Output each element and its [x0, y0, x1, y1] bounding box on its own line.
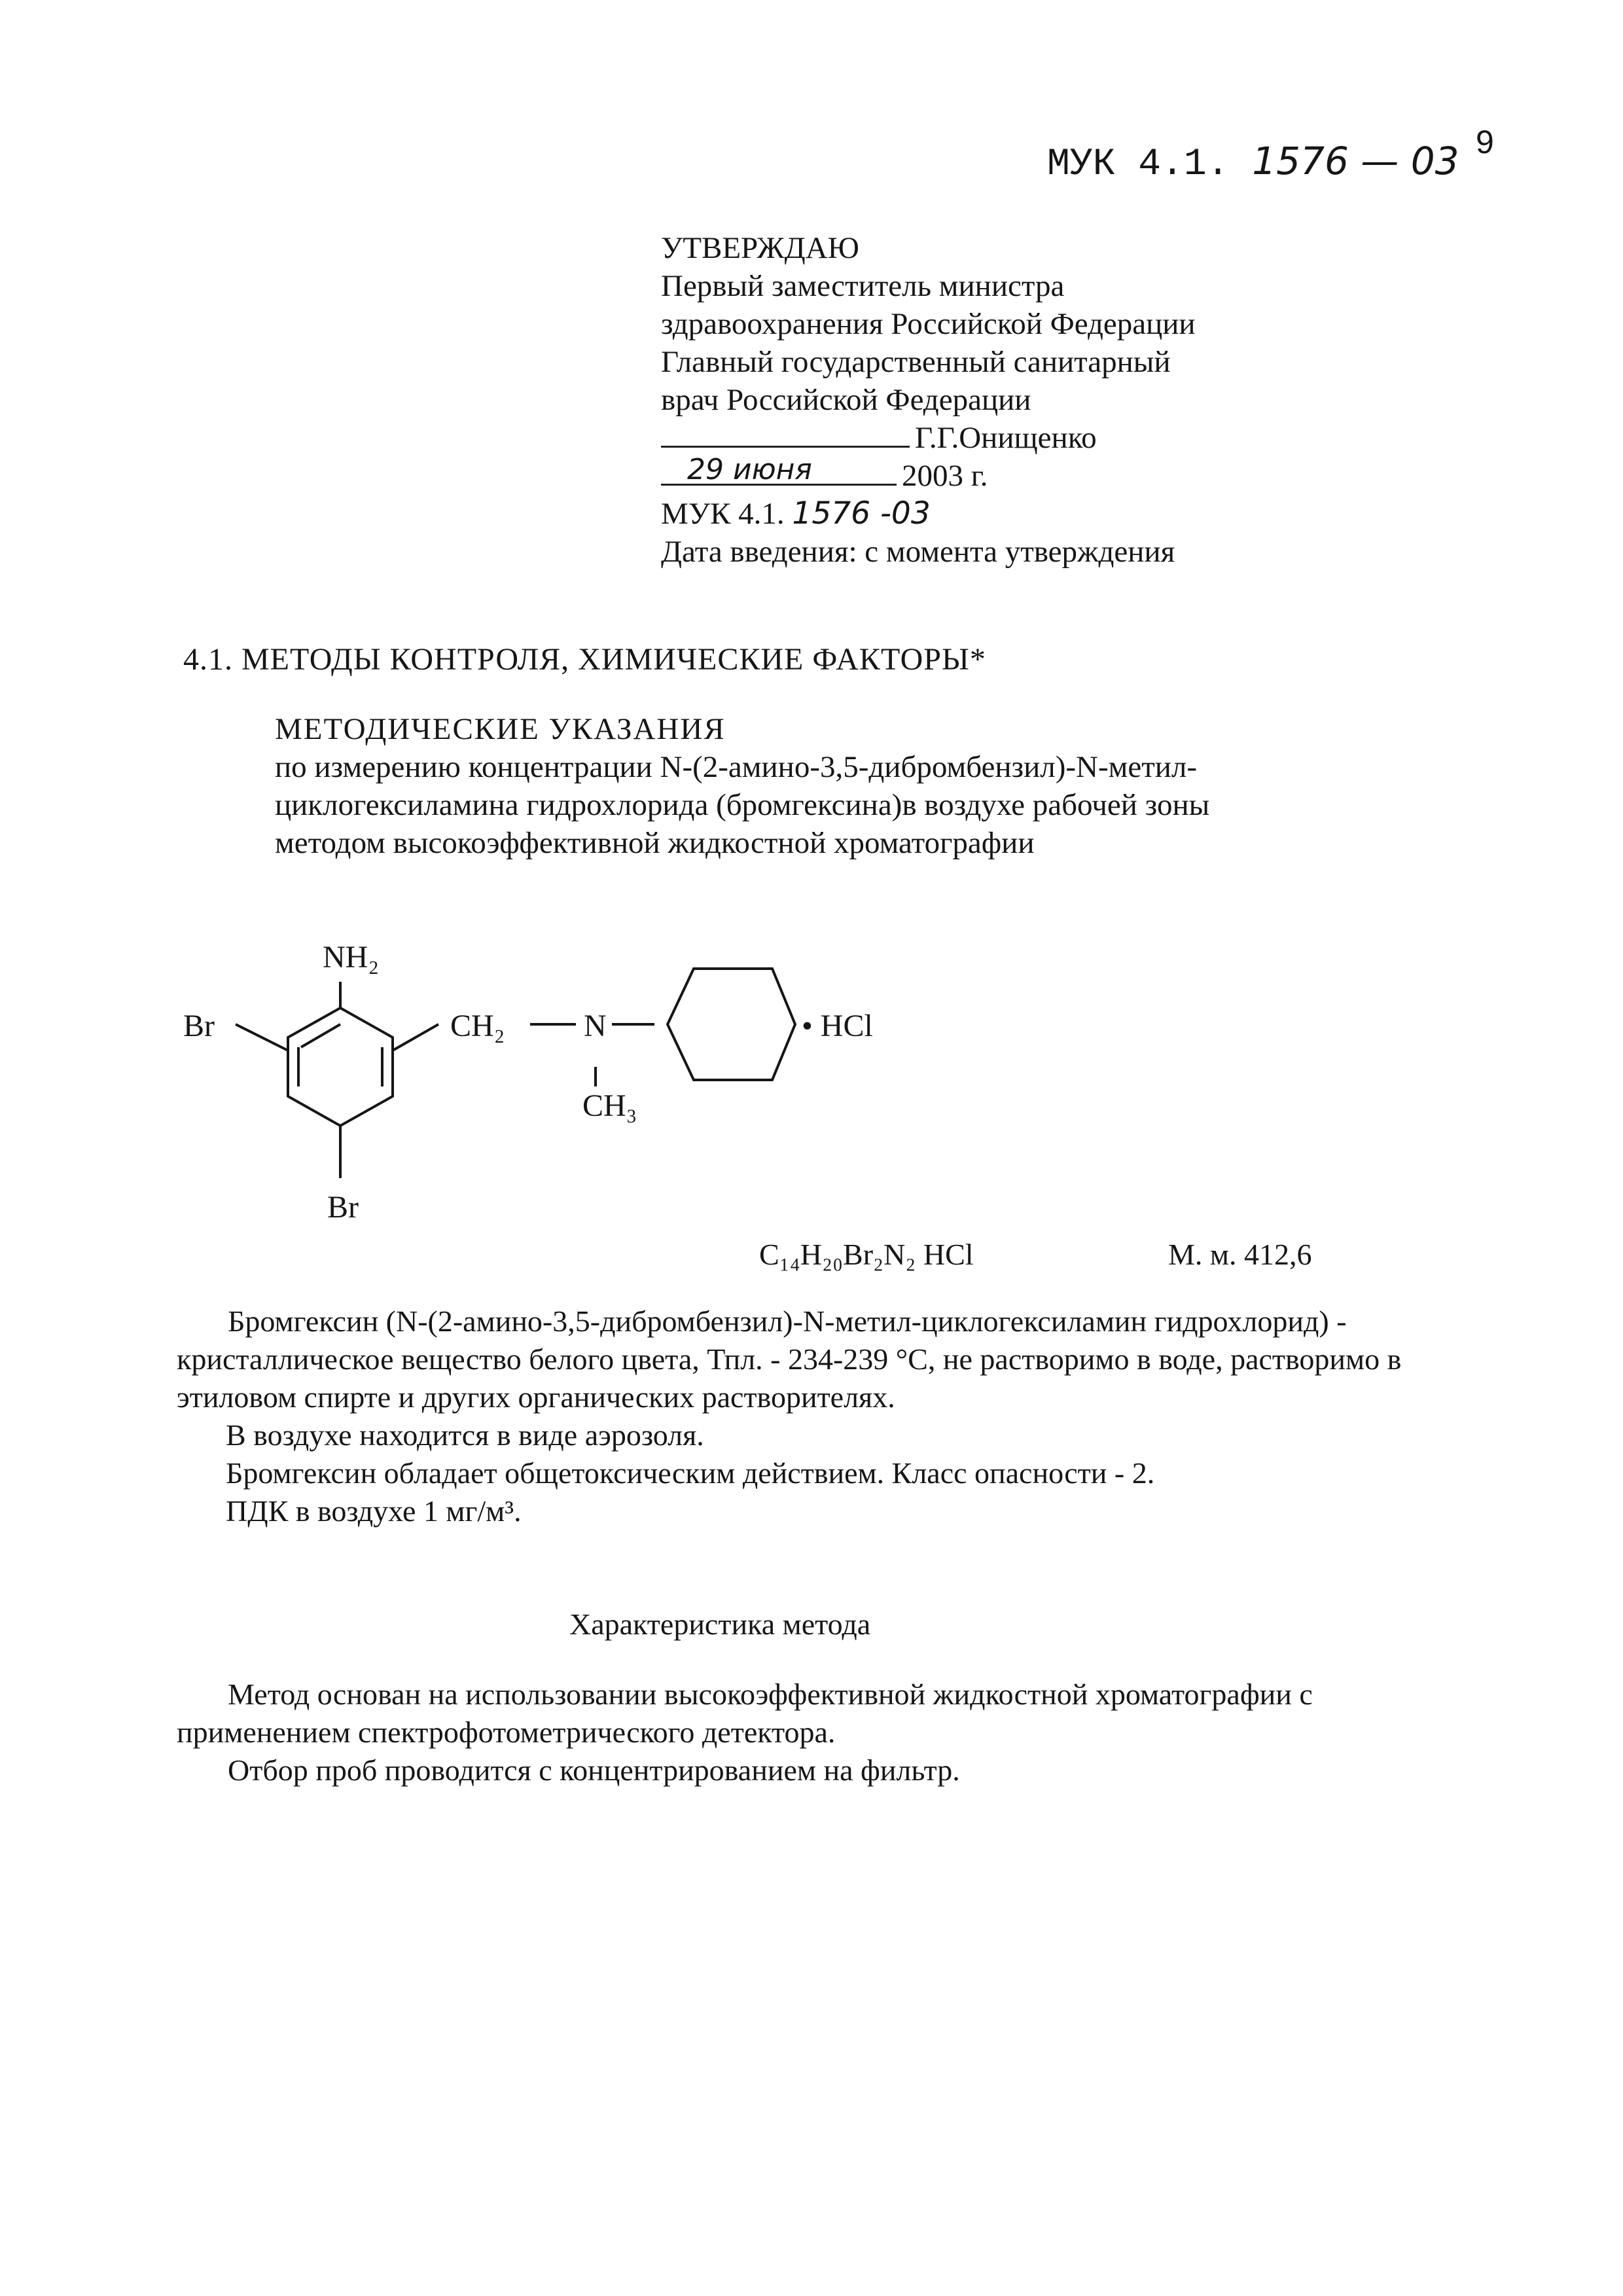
guidelines-line: по измерению концентрации N-(2-амино-3,5-дибромбензил)-N-метил-: [275, 750, 1197, 784]
approval-line: Первый заместитель министра: [661, 269, 1065, 303]
guidelines-title: МЕТОДИЧЕСКИЕ УКАЗАНИЯ: [275, 712, 726, 746]
description-paragraph: Бромгексин обладает общетоксическим действием. Класс опасности - 2.: [226, 1456, 1155, 1490]
approval-line: здравоохранения Российской Федерации: [661, 307, 1196, 341]
bond-ch2: [393, 1024, 438, 1050]
method-block: [177, 1676, 1459, 1789]
label-hcl: • HCl: [802, 1009, 873, 1043]
description-paragraph: ПДК в воздухе 1 мг/м³.: [226, 1494, 522, 1528]
benzene-ring: [288, 1008, 393, 1126]
date-year: 2003 г.: [902, 459, 988, 493]
method-paragraph: Метод основан на использовании высокоэффективной жидкостной хроматографии с применением спектрофотометрического детектора.: [177, 1677, 1313, 1749]
label-ch2: CH₂: [450, 1009, 505, 1043]
molecular-formula: C₁₄H₂₀Br₂N₂ HCl: [759, 1238, 974, 1271]
page-number: 9: [1476, 124, 1494, 160]
description-block: [177, 1302, 1420, 1530]
label-n: N: [584, 1009, 607, 1043]
guidelines-line: методом высокоэффективной жидкостной хроматографии: [275, 826, 1035, 860]
label-br-left: Br: [183, 1009, 215, 1043]
document-code-prefix: МУК 4.1.: [1047, 143, 1230, 186]
method-title: Характеристика метода: [569, 1607, 871, 1641]
bond-br-left: [236, 1024, 288, 1050]
muk-prefix: МУК 4.1.: [661, 497, 785, 531]
cyclohexane-ring: [668, 969, 795, 1080]
approval-title: УТВЕРЖДАЮ: [661, 231, 859, 265]
description-paragraph: Бромгексин (N-(2-амино-3,5-дибромбензил)-N-метил-циклогексиламин гидрохлорид) - кристаллическое вещество белого цвета, Тпл. - 234-239 °С, не растворимо в воде, растворимо в этиловом спирте и других органических растворителях.: [177, 1304, 1402, 1414]
section-heading: 4.1. МЕТОДЫ КОНТРОЛЯ, ХИМИЧЕСКИЕ ФАКТОРЫ*: [183, 642, 986, 677]
approval-line: врач Российской Федерации: [661, 383, 1031, 417]
document-code-handwritten: 1576 — 03: [1252, 139, 1459, 183]
effective-date: Дата введения: с момента утверждения: [661, 535, 1175, 569]
date-handwritten: 29 июня: [687, 453, 812, 486]
description-paragraph: В воздухе находится в виде аэрозоля.: [226, 1418, 704, 1452]
approval-line: Главный государственный санитарный: [661, 345, 1171, 379]
guidelines-line: циклогексиламина гидрохлорида (бромгексина)в воздухе рабочей зоны: [275, 788, 1210, 822]
molar-mass: М. м. 412,6: [1168, 1238, 1312, 1271]
label-br-bottom: Br: [327, 1190, 359, 1225]
method-paragraph: Отбор проб проводится с концентрированием на фильтр.: [228, 1753, 960, 1787]
muk-handwritten: 1576 -03: [792, 495, 931, 531]
label-nh2: NH₂: [323, 940, 380, 975]
label-ch3: CH₃: [582, 1088, 637, 1123]
signatory-name: Г.Г.Онищенко: [915, 421, 1097, 455]
